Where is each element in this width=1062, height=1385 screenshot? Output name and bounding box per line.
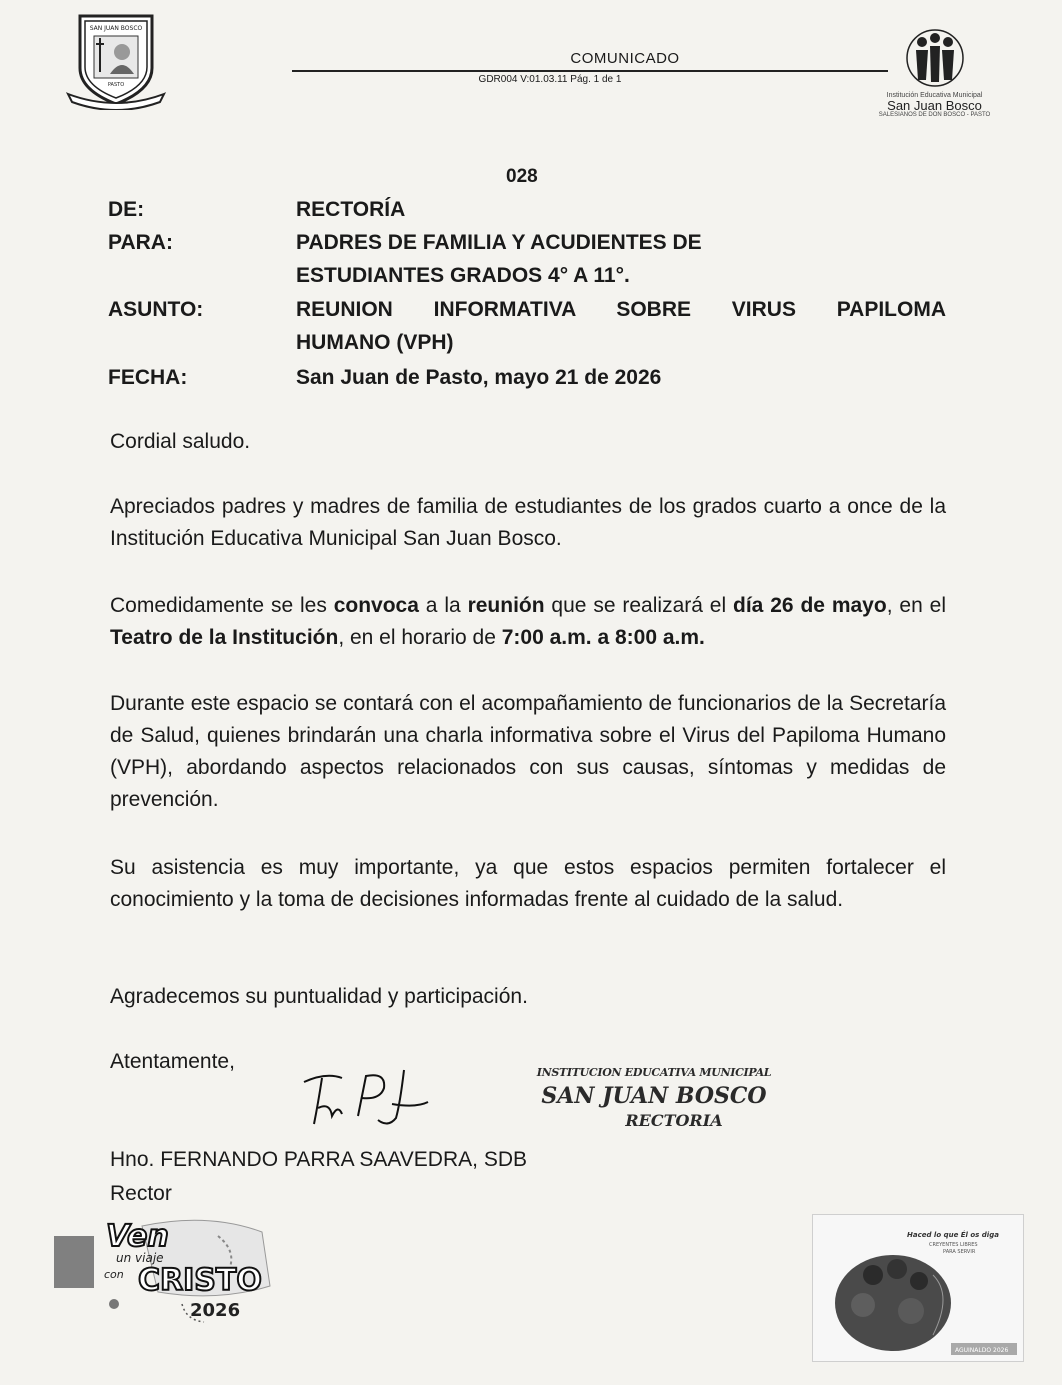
field-value-fecha: San Juan de Pasto, mayo 21 de 2026 bbox=[296, 366, 662, 389]
document-type: COMUNICADO bbox=[570, 50, 680, 67]
svg-text:2026: 2026 bbox=[190, 1300, 241, 1321]
school-crest-icon bbox=[66, 12, 166, 110]
logo-name: San Juan Bosco bbox=[887, 98, 982, 113]
field-label-fecha: FECHA: bbox=[108, 366, 188, 389]
svg-text:PASTO: PASTO bbox=[107, 82, 125, 88]
svg-text:SAN JUAN BOSCO: SAN JUAN BOSCO bbox=[89, 25, 143, 32]
field-value-para-line1: PADRES DE FAMILIA Y ACUDIENTES DE bbox=[296, 231, 702, 254]
aguinaldo-2026-card-icon bbox=[812, 1214, 1024, 1362]
svg-text:AGUINALDO 2026: AGUINALDO 2026 bbox=[955, 1347, 1009, 1354]
field-value-asunto-line2: HUMANO (VPH) bbox=[296, 331, 454, 354]
people-logo-icon bbox=[900, 28, 970, 90]
field-value-asunto-line1: REUNION INFORMATIVA SOBRE VIRUS PAPILOMA bbox=[296, 298, 946, 321]
paragraph-5: Agradecemos su puntualidad y participación. bbox=[110, 985, 528, 1008]
header-title-block bbox=[292, 50, 888, 85]
closing: Atentamente, bbox=[110, 1050, 235, 1073]
greeting: Cordial saludo. bbox=[110, 430, 251, 453]
stamp-name: SAN JUAN BOSCO bbox=[541, 1083, 767, 1109]
svg-text:un viaje: un viaje bbox=[116, 1251, 164, 1265]
logo-small-text: Institución Educativa Municipal bbox=[886, 92, 983, 99]
field-value-para-line2: ESTUDIANTES GRADOS 4° A 11°. bbox=[296, 264, 630, 287]
footer-gray-bar bbox=[54, 1236, 94, 1288]
header-rule bbox=[292, 70, 888, 72]
signature-icon bbox=[296, 1064, 436, 1132]
signer-title: Rector bbox=[110, 1182, 172, 1205]
stamp-role: RECTORIA bbox=[625, 1111, 723, 1130]
svg-text:Haced lo que Él os diga: Haced lo que Él os diga bbox=[907, 1231, 999, 1239]
paragraph-4: Su asistencia es muy importante, ya que estos espacios permiten fortalecer el conocimiento y la toma de decisiones informadas frente al cuidado de la salud. bbox=[110, 856, 946, 911]
institution-logo bbox=[872, 28, 997, 133]
svg-text:CREYENTES LIBRES: CREYENTES LIBRES bbox=[929, 1242, 978, 1248]
document-code: GDR004 V:01.03.11 Pág. 1 de 1 bbox=[478, 74, 622, 85]
paragraph-3: Durante este espacio se contará con el acompañamiento de funcionarios de la Secretaría de Salud, quienes brindarán una charla informativa sobre el Virus del Papiloma Humano (VPH), abordando aspectos relacionados con sus causas, síntomas y medidas de prevención. bbox=[110, 692, 946, 811]
svg-text:PARA SERVIR: PARA SERVIR bbox=[943, 1249, 976, 1255]
svg-text:CRISTO: CRISTO bbox=[138, 1263, 262, 1298]
field-value-de: RECTORÍA bbox=[296, 198, 406, 221]
paragraph-1: Apreciados padres y madres de familia de estudiantes de los grados cuarto a once de la Institución Educativa Municipal San Juan Bosco. bbox=[110, 495, 946, 550]
logo-subtitle: SALESIANOS DE DON BOSCO - PASTO bbox=[878, 112, 991, 118]
memo-number: 028 bbox=[506, 166, 538, 187]
rectoria-stamp bbox=[534, 1066, 774, 1130]
field-label-asunto: ASUNTO: bbox=[108, 298, 204, 321]
stamp-institution: INSTITUCION EDUCATIVA MUNICIPAL bbox=[536, 1066, 772, 1079]
paragraph-2: Comedidamente se les convoca a la reunión que se realizará el día 26 de mayo, en el Teatro de la Institución, en el horario de 7:00 a.m. a 8:00 a.m. bbox=[110, 594, 946, 649]
svg-text:Ven: Ven bbox=[106, 1219, 169, 1254]
field-label-para: PARA: bbox=[108, 231, 173, 254]
field-label-de: DE: bbox=[108, 198, 145, 221]
svg-text:con: con bbox=[104, 1268, 124, 1281]
signer-name: Hno. FERNANDO PARRA SAAVEDRA, SDB bbox=[110, 1148, 527, 1171]
ven-cristo-2026-logo-icon bbox=[98, 1212, 276, 1328]
